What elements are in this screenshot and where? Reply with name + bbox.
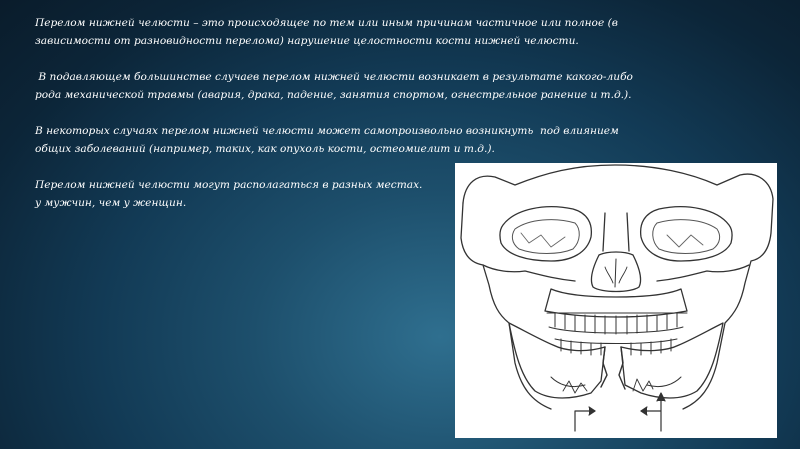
paragraph-line: В подавляющем большинстве случаев перелом нижней челюсти возникает в результате какого-либо [35, 71, 633, 83]
fracture-line [601, 347, 625, 389]
cranium-outline [463, 165, 773, 409]
right-zygoma [657, 265, 749, 281]
left-orbit [500, 207, 591, 261]
mandible-left-fragment [509, 323, 605, 398]
paragraph-definition [35, 14, 675, 50]
paragraph-line: В некоторых случаях перелом нижней челюсти может самопроизвольно возникнуть под влиянием [35, 125, 619, 137]
cranium-outline-left [461, 203, 551, 409]
lower-teeth [555, 339, 677, 355]
left-zygoma [483, 265, 575, 281]
nasal-bridge [603, 213, 629, 251]
paragraph-line: зависимости от разновидности перелома) нарушение целостности кости нижней челюсти. [35, 35, 579, 47]
paragraph-line: Перелом нижней челюсти – это происходящее по тем или иным причинам частичное или полное (в [35, 17, 618, 29]
paragraph-causes [35, 68, 675, 104]
paragraph-line: рода механической травмы (авария, драка, падение, занятия спортом, огнестрельное ранение и т.д.). [35, 89, 632, 101]
paragraph-diseases [35, 122, 675, 158]
left-arrow [575, 411, 595, 431]
skull-illustration [455, 163, 777, 438]
displacement-arrows [575, 393, 665, 431]
paragraph-line: у мужчин, чем у женщин. [35, 197, 187, 209]
paragraph-line: общих заболеваний (например, таких, как опухоль кости, остеомиелит и т.д.). [35, 143, 495, 155]
upper-teeth [547, 313, 687, 334]
paragraph-line: Перелом нижней челюсти могут располагаться в разных местах. [35, 179, 423, 191]
skull-fracture-figure [455, 163, 777, 438]
right-orbit [641, 207, 732, 261]
